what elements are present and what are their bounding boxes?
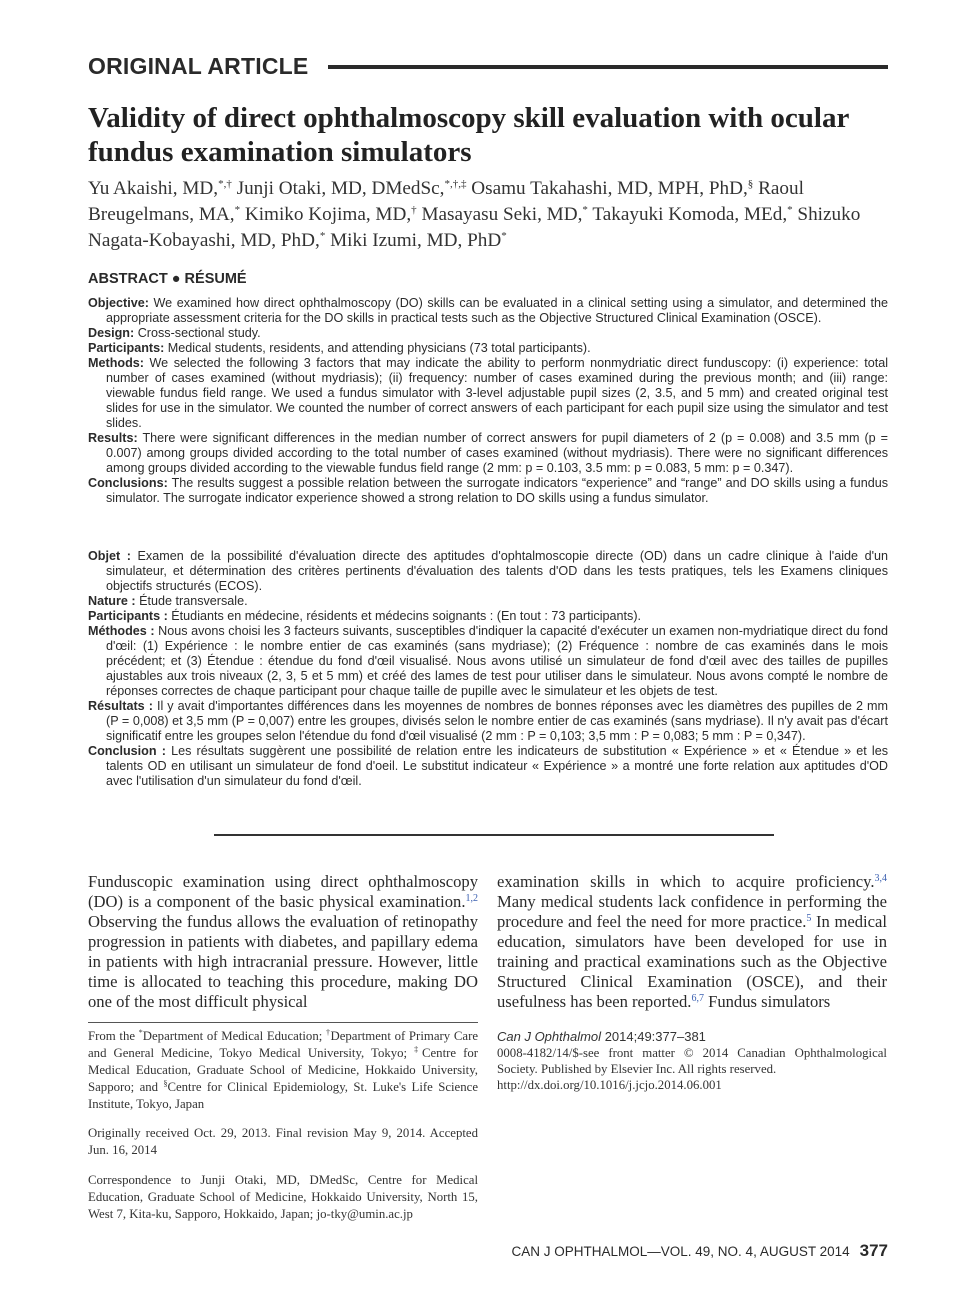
abstract-section-text: Examen de la possibilité d'évaluation directe des aptitudes d'ophtalmoscopie directe (OD) dans un cadre clinique à l'aide d'un simulateur, et détermination des critères pertinents d'évaluation des talents d'OD dans les tests pratiques, tels les Examens cliniques objectifs structurés (ECOS). bbox=[106, 549, 888, 593]
section-rule bbox=[328, 65, 888, 69]
abstract-section-label: Participants: bbox=[88, 341, 165, 355]
body-text-left-column bbox=[88, 872, 478, 1012]
abstract-section-label: Design: bbox=[88, 326, 135, 340]
abstract-section bbox=[88, 326, 888, 341]
abstract-section-text: Il y avait d'importantes différences dans les moyennes de nombres de bonnes réponses avec les diamètres des pupilles de 2 mm (P = 0,008) et 3,5 mm (P = 0,007) entre les groupes, divisés selon le nombre entier de cas examinés (sans mydriase). Il n'y avait pas d'écart significatif entre les groupes selon l'étendue du fond d'œil visualisé (2 mm : P = 0,103; 3,5 mm : P = 0,083; 5 mm : P = 0,347). bbox=[106, 699, 888, 743]
reference-mark: 1,2 bbox=[465, 893, 478, 904]
footnote-correspondence: Correspondence to Junji Otaki, MD, DMedSc, Centre for Medical Education, Graduate School of Medicine, Hokkaido University, North 15, West 7, Kita-ku, Sapporo, Hokkaido, Japan; jo-tky@umin.ac.jp bbox=[88, 1173, 478, 1221]
abstract-section bbox=[88, 356, 888, 431]
affiliation-mark: * bbox=[582, 204, 588, 216]
abstract-section-text: Étude transversale. bbox=[139, 594, 248, 608]
running-head: CAN J OPHTHALMOL—VOL. 49, NO. 4, AUGUST 2014 bbox=[511, 1244, 850, 1259]
body-text-right-column bbox=[497, 872, 887, 1012]
abstract-section-text: Medical students, residents, and attending physicians (73 total participants). bbox=[167, 341, 591, 355]
text-run: Observing the fundus allows the evaluation of retinopathy progression in patients with diabetes, and papillary edema in patients with high intracranial pressure. However, little time is allocated to teaching this procedure, making DO one of the most difficult physical bbox=[88, 912, 478, 1011]
abstract-section bbox=[88, 431, 888, 476]
abstract-section-text: We examined how direct ophthalmoscopy (DO) skills can be evaluated in a clinical setting using a simulator, and determined the appropriate assessment criteria for the DO skills in practical tests such as the Objective Structured Clinical Examination (OSCE). bbox=[106, 296, 888, 325]
abstract-section-label: Results: bbox=[88, 431, 138, 445]
copyright-notice: 0008-4182/14/$-see front matter © 2014 Canadian Ophthalmological Society. Published by Elsevier Inc. All rights reserved. bbox=[497, 1046, 887, 1076]
abstract-section-label: Conclusions: bbox=[88, 476, 168, 490]
abstract-section bbox=[88, 341, 888, 356]
page-footer bbox=[400, 1241, 888, 1261]
abstract-section-label: Méthodes : bbox=[88, 624, 155, 638]
reference-mark: ‡ bbox=[414, 1045, 422, 1054]
affiliation-mark: *,†,‡ bbox=[444, 178, 467, 190]
author-name: Osamu Takahashi, MD, MPH, PhD, bbox=[471, 178, 748, 199]
reference-mark: § bbox=[163, 1079, 168, 1088]
abstract-english bbox=[88, 296, 888, 506]
footnote-affiliations bbox=[88, 1028, 478, 1113]
abstract-section-text: The results suggest a possible relation between the surrogate indicators “experience” and “range” and DO skills using a fundus simulator. The surrogate indicator experience showed a strong relation to DO skills using a fundus simulator. bbox=[106, 476, 888, 505]
section-label: ORIGINAL ARTICLE bbox=[88, 52, 309, 79]
author-name: Raoul Breugelmans, MA, bbox=[88, 178, 804, 225]
page-number: 377 bbox=[859, 1241, 888, 1260]
abstract-section-text: Cross-sectional study. bbox=[137, 326, 261, 340]
abstract-section bbox=[88, 296, 888, 326]
affiliation-mark: * bbox=[234, 204, 241, 216]
abstract-french bbox=[88, 549, 888, 789]
text-run: Department of Medical Education; bbox=[142, 1029, 326, 1043]
affiliation-mark: † bbox=[411, 204, 417, 216]
text-run: Many medical students lack confidence in performing the procedure and feel the need for more practice. bbox=[497, 892, 887, 931]
reference-mark: 5 bbox=[806, 913, 812, 924]
abstract-section-text: Nous avons choisi les 3 facteurs suivants, susceptibles d'indiquer la capacité d'exécuter un examen non-mydriatique direct du fond d'œil: (1) Expérience : le nombre entier de cas examinés (sans mydriase); (2) Fréquence : nombre de cas examinés dans le mois précédent; et (3) Étendue : étendue du fond d'œil visualisé. Nous avons utilisé un simulateur de fond d'œil avec des tailles de pupilles ajustables aux trois niveaux (2, 3, 5 et 5 mm) et créé des lames de test pour utiliser dans le simulateur. Nous avons compté le nombre de réponses correctes de chaque participant pour chaque taille de pupille avec le simulateur et les objets de test. bbox=[106, 624, 889, 698]
abstract-section-label: Objective: bbox=[88, 296, 149, 310]
journal-name: Can J Ophthalmol bbox=[497, 1029, 602, 1044]
abstract-section-label: Participants : bbox=[88, 609, 168, 623]
author-name: Kimiko Kojima, MD, bbox=[244, 204, 412, 225]
abstract-section-label: Résultats : bbox=[88, 699, 153, 713]
abstract-section bbox=[88, 624, 888, 699]
abstract-section bbox=[88, 594, 888, 609]
abstract-section-text: We selected the following 3 factors that may indicate the ability to perform nonmydriatic direct funduscopy: (i) experience: total number of cases examined (without mydriasis); (ii) frequency: number of cases examined during the previous month; and (iii) range: viewable fundus field range. We used a fundus simulator with 3-level adjustable pupil sizes (2, 3.5, and 5 mm) and created original test slides for use in the simulator. We counted the number of correct answers of each participant for each pupil size using the simulator and test slides. bbox=[106, 356, 888, 430]
author-name: Yu Akaishi, MD, bbox=[88, 178, 219, 199]
affiliation-mark: * bbox=[501, 230, 507, 242]
abstract-section-label: Conclusion : bbox=[88, 744, 166, 758]
reference-mark: 6,7 bbox=[691, 993, 704, 1004]
abstract-section bbox=[88, 549, 888, 594]
text-run: Centre for Medical Education, Graduate School of Medicine, Hokkaido University, Sapporo; and bbox=[88, 1046, 479, 1094]
text-run: In medical education, simulators have been developed for use in training and practical examinations such as the Objective Structured Clinical Examination (OSCE), and their usefulness has been reported. bbox=[497, 912, 888, 1011]
abstract-section-text: There were significant differences in the median number of correct answers for pupil diameters of 2 (p = 0.008) and 3.5 mm (p = 0.007) among groups divided according to the total number of cases examined (without mydriasis). There were no significant differences among groups divided according to the viewable fundus field range (2 mm: p = 0.103, 3.5 mm: p = 0.083, 5 mm: p = 0.347). bbox=[106, 431, 888, 475]
author-list bbox=[88, 176, 898, 254]
abstract-end-rule bbox=[214, 834, 774, 836]
journal-volume-pages: 2014;49:377–381 bbox=[604, 1029, 706, 1044]
journal-legal bbox=[497, 1045, 887, 1093]
reference-mark: * bbox=[138, 1028, 143, 1037]
journal-info bbox=[497, 1028, 887, 1093]
text-run: Department of Primary Care and General Medicine, Tokyo Medical University, Tokyo; bbox=[88, 1029, 479, 1060]
doi-link[interactable]: http://dx.doi.org/10.1016/j.jcjo.2014.06.001 bbox=[497, 1078, 722, 1092]
abstract-section bbox=[88, 476, 888, 506]
reference-mark: † bbox=[325, 1028, 331, 1037]
abstract-section-label: Nature : bbox=[88, 594, 136, 608]
article-title: Validity of direct ophthalmoscopy skill evaluation with ocular fundus examination simulators bbox=[88, 102, 849, 168]
footnote-received: Originally received Oct. 29, 2013. Final revision May 9, 2014. Accepted Jun. 16, 2014 bbox=[88, 1126, 478, 1157]
text-run: Centre for Clinical Epidemiology, St. Luke's Life Science Institute, Tokyo, Japan bbox=[88, 1080, 479, 1111]
journal-citation bbox=[497, 1028, 887, 1045]
author-name: Takayuki Komoda, MEd, bbox=[592, 204, 788, 225]
affiliation-mark: * bbox=[787, 204, 793, 216]
abstract-section-label: Methods: bbox=[88, 356, 144, 370]
abstract-section-label: Objet : bbox=[88, 549, 131, 563]
author-name: Masayasu Seki, MD, bbox=[421, 204, 583, 225]
abstract-section bbox=[88, 699, 888, 744]
reference-mark: 3,4 bbox=[874, 873, 887, 884]
affiliation-mark: § bbox=[747, 178, 754, 190]
abstract-section-text: Étudiants en médecine, résidents et médecins soignants : (En tout : 73 participants). bbox=[171, 609, 642, 623]
text-run: Fundus simulators bbox=[703, 992, 831, 1011]
author-name: Shizuko Nagata-Kobayashi, MD, PhD, bbox=[88, 204, 861, 251]
text-run: From the bbox=[88, 1029, 139, 1043]
text-run: Funduscopic examination using direct ophthalmoscopy (DO) is a component of the basic physical examination. bbox=[88, 872, 478, 911]
affiliation-mark: * bbox=[319, 230, 326, 242]
abstract-heading: ABSTRACT ● RÉSUMÉ bbox=[88, 271, 247, 287]
abstract-section bbox=[88, 744, 888, 789]
section-header bbox=[88, 50, 888, 82]
affiliation-mark: *,† bbox=[218, 178, 232, 190]
author-name: Miki Izumi, MD, PhD bbox=[330, 230, 502, 251]
footnote-rule bbox=[88, 1022, 478, 1023]
abstract-section-text: Les résultats suggèrent une possibilité de relation entre les indicateurs de substitution « Expérience » et « Étendue » et les talents OD en utilisant un simulateur de fond d'oeil. Le substitut indicateur « Expérience » a montré une forte relation aux aptitudes d'OD avec l'utilisation d'un simulateur du fond d'œil. bbox=[106, 744, 888, 788]
author-name: Junji Otaki, MD, DMedSc, bbox=[236, 178, 445, 199]
text-run: examination skills in which to acquire proficiency. bbox=[497, 872, 875, 891]
abstract-section bbox=[88, 609, 888, 624]
